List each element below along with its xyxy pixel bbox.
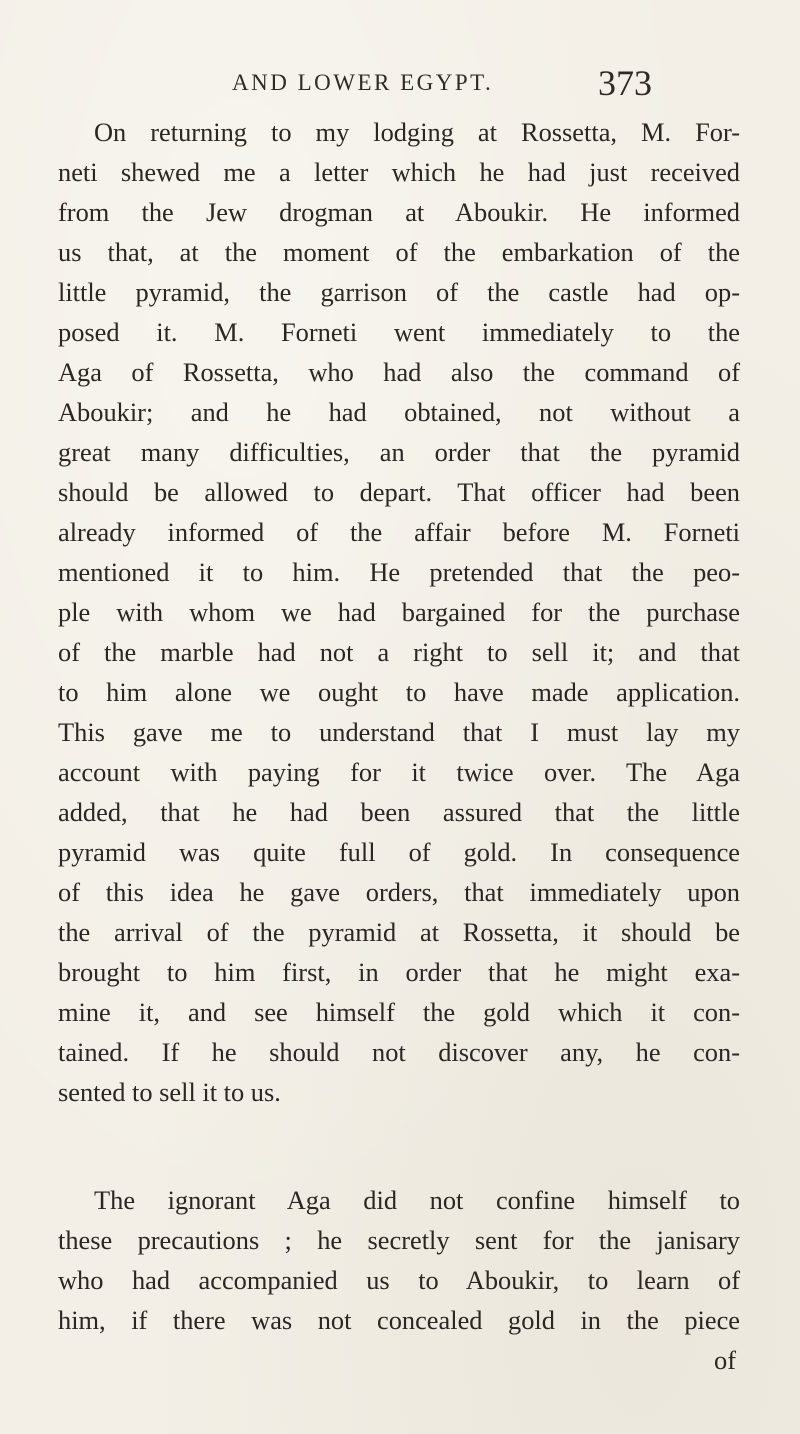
text-line: pyramid was quite full of gold. In consequence <box>58 837 740 867</box>
running-head: AND LOWER EGYPT. <box>232 70 494 95</box>
text-line: ple with whom we had bargained for the purchase <box>58 597 740 627</box>
text-line: should be allowed to depart. That officer had been <box>58 477 740 507</box>
page-header <box>0 62 800 112</box>
body-text <box>58 112 740 1380</box>
page-number: 373 <box>598 63 652 103</box>
text-line: great many difficulties, an order that the pyramid <box>58 437 740 467</box>
paragraph-1 <box>58 112 740 1112</box>
paragraph-gap <box>58 1112 740 1180</box>
text-line: of the marble had not a right to sell it; and that <box>58 637 740 667</box>
catchword: of <box>714 1345 736 1375</box>
text-line: the arrival of the pyramid at Rossetta, it should be <box>58 917 740 947</box>
text-line: mentioned it to him. He pretended that the peo- <box>58 557 740 587</box>
text-line: account with paying for it twice over. The Aga <box>58 757 740 787</box>
text-line: already informed of the affair before M. Forneti <box>58 517 740 547</box>
text-line: these precautions ; he secretly sent for the janisary <box>58 1225 740 1255</box>
text-line: Aga of Rossetta, who had also the command of <box>58 357 740 387</box>
text-line: little pyramid, the garrison of the castle had op- <box>58 277 740 307</box>
text-line: On returning to my lodging at Rossetta, M. For- <box>94 117 740 147</box>
text-line: tained. If he should not discover any, he con- <box>58 1037 740 1067</box>
text-line: The ignorant Aga did not confine himself to <box>94 1185 740 1215</box>
text-line: This gave me to understand that I must lay my <box>58 717 740 747</box>
text-line: him, if there was not concealed gold in the piece <box>58 1305 740 1335</box>
text-line: Aboukir; and he had obtained, not without a <box>58 397 740 427</box>
text-line: from the Jew drogman at Aboukir. He informed <box>58 197 740 227</box>
text-line: us that, at the moment of the embarkation of the <box>58 237 740 267</box>
text-line: added, that he had been assured that the little <box>58 797 740 827</box>
text-line: sented to sell it to us. <box>58 1077 281 1107</box>
text-line: to him alone we ought to have made application. <box>58 677 740 707</box>
text-line: posed it. M. Forneti went immediately to the <box>58 317 740 347</box>
text-line: who had accompanied us to Aboukir, to learn of <box>58 1265 740 1295</box>
text-line: mine it, and see himself the gold which it con- <box>58 997 740 1027</box>
paragraph-2 <box>58 1180 740 1340</box>
text-line: of this idea he gave orders, that immediately upon <box>58 877 740 907</box>
text-line: neti shewed me a letter which he had just received <box>58 157 740 187</box>
text-line: brought to him first, in order that he might exa- <box>58 957 740 987</box>
